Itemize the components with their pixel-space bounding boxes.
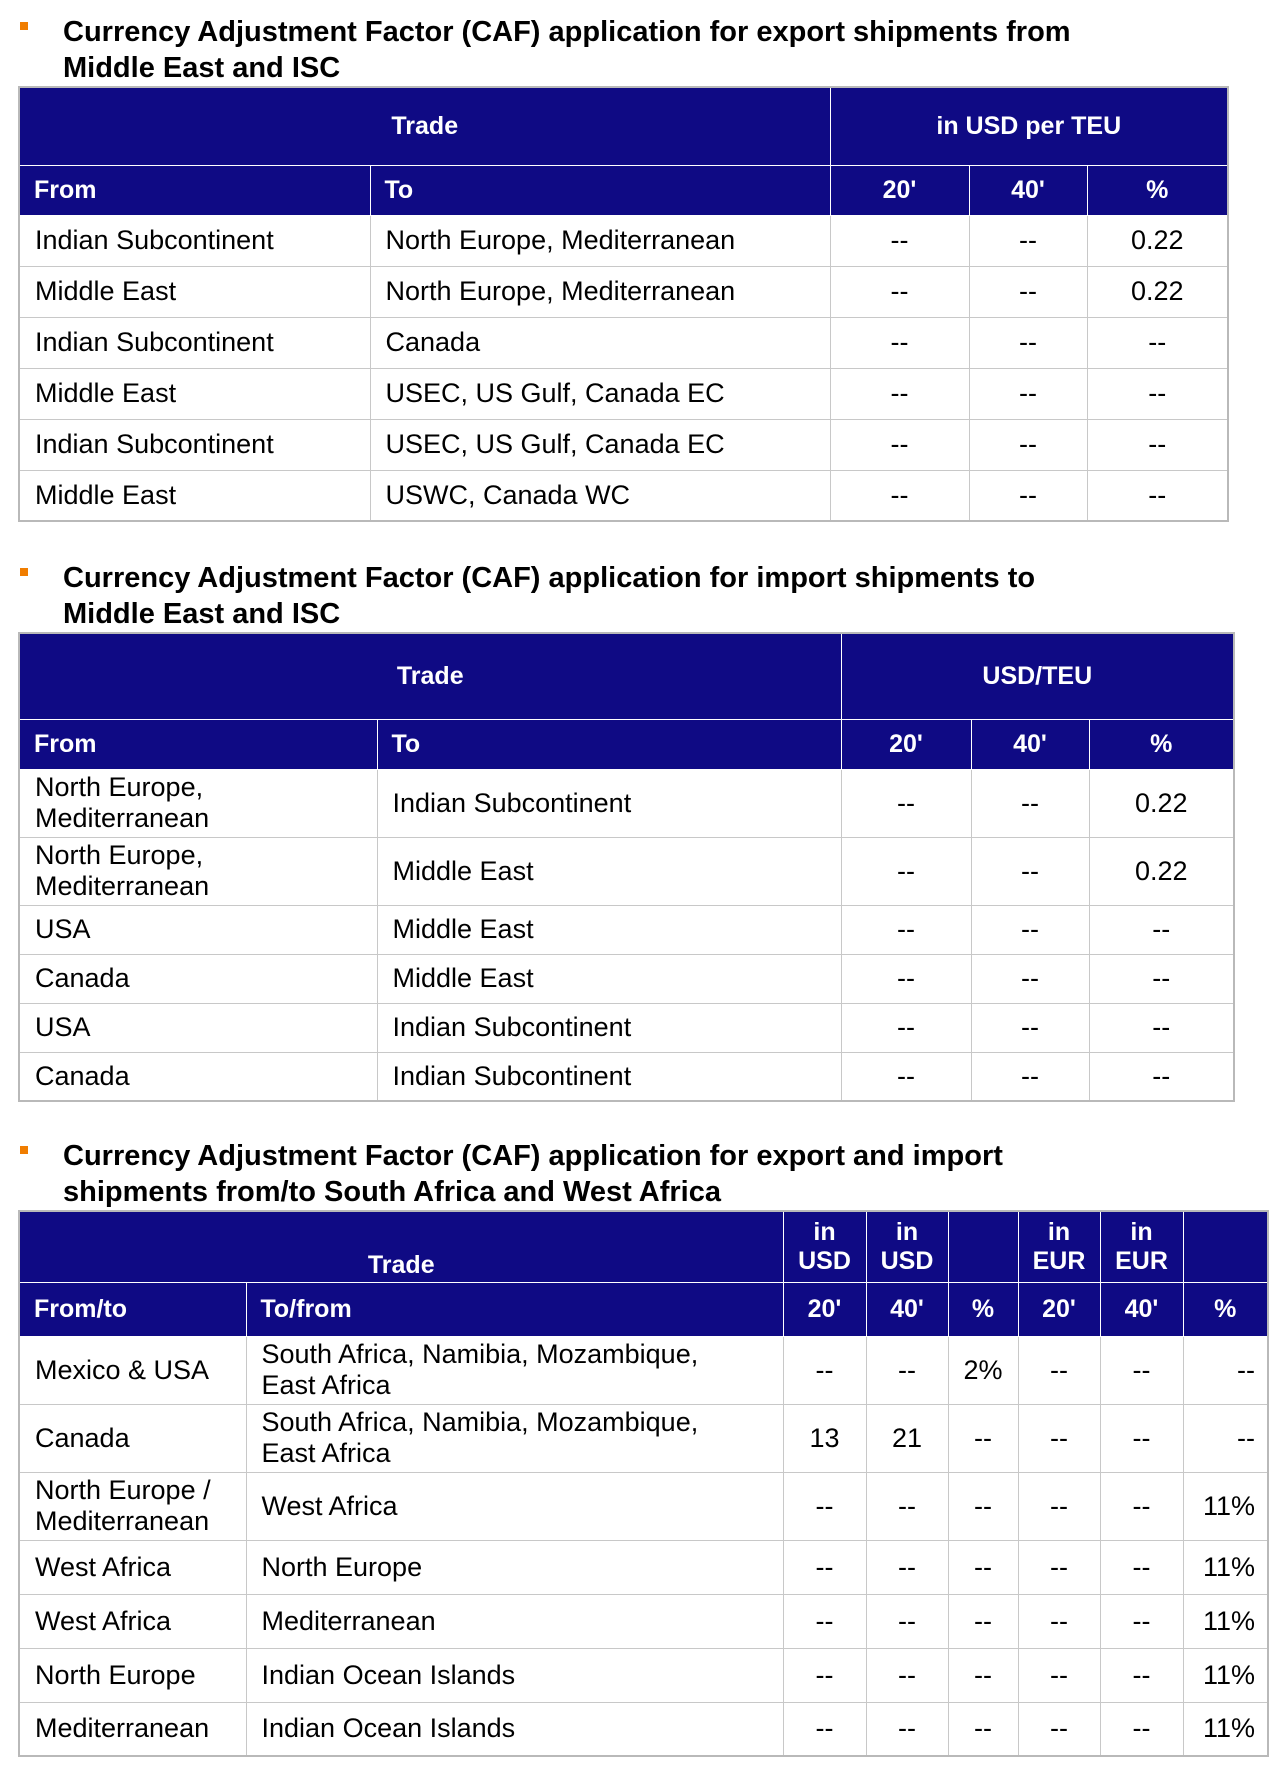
table-cell xyxy=(19,1404,246,1472)
table-cell xyxy=(246,1540,783,1594)
table-cell xyxy=(246,1472,783,1540)
table-cell xyxy=(377,1052,841,1101)
cell-text: North Europe xyxy=(35,1659,196,1690)
cell-text: South Africa, Namibia, Mozambique, East Africa xyxy=(261,1407,699,1468)
table-cell xyxy=(246,1648,783,1702)
cell-text: -- xyxy=(890,225,909,255)
col-header-20: 20' xyxy=(830,165,969,215)
table-row xyxy=(19,1052,1234,1101)
cell-text: -- xyxy=(1148,378,1167,408)
group-header-eur-20: in EUR xyxy=(1018,1211,1100,1282)
cell-text: Middle East xyxy=(35,378,177,408)
table-cell xyxy=(969,266,1087,317)
table-cell xyxy=(246,1404,783,1472)
cell-text: USEC, US Gulf, Canada EC xyxy=(385,429,725,459)
group-header-usd-20: in USD xyxy=(783,1211,866,1282)
table-cell xyxy=(866,1472,948,1540)
cell-text: -- xyxy=(1237,1422,1256,1453)
cell-text: -- xyxy=(1019,225,1037,255)
cell-text: -- xyxy=(1152,1012,1171,1042)
cell-text: -- xyxy=(1021,1060,1039,1091)
cell-text: -- xyxy=(974,1659,992,1690)
cell-text: -- xyxy=(1050,1354,1068,1385)
col-header-usd-40: 40' xyxy=(866,1282,948,1336)
table-cell xyxy=(246,1336,783,1404)
col-header-to: To xyxy=(370,165,830,215)
col-header-to: To xyxy=(377,719,841,769)
table-cell xyxy=(783,1648,866,1702)
col-header-from-to: From/to xyxy=(19,1282,246,1336)
section-2-title: Currency Adjustment Factor (CAF) application for import shipments to Middle East and ISC xyxy=(63,562,1036,630)
table-cell xyxy=(1100,1472,1183,1540)
table-cell xyxy=(866,1540,948,1594)
table-cell xyxy=(866,1702,948,1756)
col-header-usd-20: 20' xyxy=(783,1282,866,1336)
table-cell xyxy=(377,905,841,954)
cell-text: -- xyxy=(974,1605,992,1636)
cell-text: -- xyxy=(815,1605,834,1636)
cell-text: North Europe xyxy=(261,1551,423,1582)
table-row xyxy=(19,1003,1234,1052)
table-cell xyxy=(1018,1594,1100,1648)
table-cell xyxy=(948,1336,1018,1404)
table-cell xyxy=(1100,1648,1183,1702)
table-cell xyxy=(370,470,830,521)
table-cell xyxy=(19,905,377,954)
cell-text: North Europe, Mediterranean xyxy=(385,225,736,255)
table-cell xyxy=(1087,215,1228,266)
cell-text: Middle East xyxy=(392,855,534,886)
bullet-icon xyxy=(20,568,28,576)
table-cell xyxy=(1087,368,1228,419)
cell-text: Indian Ocean Islands xyxy=(261,1713,516,1744)
group-header-percent-eur xyxy=(1183,1211,1268,1282)
table-cell xyxy=(866,1648,948,1702)
table-cell xyxy=(19,1052,377,1101)
cell-text: -- xyxy=(974,1490,992,1521)
cell-text: -- xyxy=(1152,914,1171,944)
bullet-icon xyxy=(20,1146,28,1154)
table-cell xyxy=(1183,1594,1268,1648)
cell-text: North Europe / Mediterranean xyxy=(35,1475,211,1536)
cell-text: -- xyxy=(890,378,909,408)
cell-text: West Africa xyxy=(35,1605,172,1636)
cell-text: 13 xyxy=(809,1422,840,1453)
table-cell xyxy=(948,1648,1018,1702)
cell-text: -- xyxy=(897,1060,915,1091)
cell-text: -- xyxy=(1021,787,1039,818)
bullet-icon xyxy=(20,22,28,30)
africa-caf-table xyxy=(18,1210,1269,1757)
cell-text: -- xyxy=(1050,1659,1068,1690)
group-header-trade: Trade xyxy=(19,87,830,165)
cell-text: -- xyxy=(1132,1490,1151,1521)
table-cell xyxy=(866,1404,948,1472)
col-header-eur-20: 20' xyxy=(1018,1282,1100,1336)
cell-text: -- xyxy=(1019,327,1037,357)
cell-text: Indian Subcontinent xyxy=(35,225,274,255)
group-header-trade: Trade xyxy=(19,1211,783,1282)
col-header-eur-percent: % xyxy=(1183,1282,1268,1336)
cell-text: -- xyxy=(897,963,915,993)
import-caf-table xyxy=(18,632,1235,1102)
table-row xyxy=(19,215,1228,266)
cell-text: -- xyxy=(815,1713,834,1744)
table-cell xyxy=(19,1336,246,1404)
table-cell xyxy=(19,368,370,419)
table-cell xyxy=(783,1336,866,1404)
cell-text: 11% xyxy=(1202,1551,1256,1582)
table-cell xyxy=(1183,1702,1268,1756)
table-cell xyxy=(19,1003,377,1052)
cell-text: -- xyxy=(890,429,909,459)
cell-text: -- xyxy=(1021,855,1039,886)
cell-text: North Europe, Mediterranean xyxy=(385,276,736,306)
table-cell xyxy=(841,905,971,954)
cell-text: -- xyxy=(1021,963,1039,993)
table-cell xyxy=(1089,769,1234,837)
cell-text: North Europe, Mediterranean xyxy=(35,772,210,833)
table-cell xyxy=(19,837,377,905)
group-header-usd-40: in USD xyxy=(866,1211,948,1282)
cell-text: -- xyxy=(890,327,909,357)
cell-text: -- xyxy=(897,914,915,944)
section-3-title: Currency Adjustment Factor (CAF) application for export and import shipments from/to South Africa and West Africa xyxy=(63,1140,1003,1208)
table-cell xyxy=(948,1472,1018,1540)
table-cell xyxy=(1018,1404,1100,1472)
cell-text: -- xyxy=(1148,429,1167,459)
table-cell xyxy=(370,419,830,470)
table-cell xyxy=(370,317,830,368)
table-cell xyxy=(971,837,1089,905)
table-cell xyxy=(19,954,377,1003)
cell-text: 11% xyxy=(1202,1659,1256,1690)
table-cell xyxy=(19,215,370,266)
table-cell xyxy=(783,1594,866,1648)
table-cell xyxy=(830,266,969,317)
cell-text: -- xyxy=(890,276,909,306)
table-row xyxy=(19,470,1228,521)
cell-text: USA xyxy=(35,1012,91,1042)
table-row xyxy=(19,1472,1268,1540)
cell-text: -- xyxy=(1050,1605,1068,1636)
table-cell xyxy=(19,1594,246,1648)
cell-text: -- xyxy=(1132,1551,1151,1582)
table-cell xyxy=(969,368,1087,419)
col-header-percent: % xyxy=(1087,165,1228,215)
group-header-eur-40: in EUR xyxy=(1100,1211,1183,1282)
cell-text: -- xyxy=(815,1354,834,1385)
table-cell xyxy=(830,470,969,521)
cell-text: -- xyxy=(1050,1551,1068,1582)
table-cell xyxy=(971,769,1089,837)
table-cell xyxy=(19,1540,246,1594)
table-row xyxy=(19,837,1234,905)
cell-text: Middle East xyxy=(392,963,534,993)
table-row xyxy=(19,419,1228,470)
import-caf-rows xyxy=(19,769,1234,1101)
table-cell xyxy=(1100,1702,1183,1756)
table-row xyxy=(19,266,1228,317)
cell-text: -- xyxy=(1021,1012,1039,1042)
table-cell xyxy=(19,317,370,368)
table-cell xyxy=(1087,470,1228,521)
col-header-usd-percent: % xyxy=(948,1282,1018,1336)
cell-text: 0.22 xyxy=(1130,276,1184,306)
cell-text: -- xyxy=(898,1551,916,1582)
cell-text: -- xyxy=(1132,1659,1151,1690)
table-cell xyxy=(1018,1702,1100,1756)
table-cell xyxy=(783,1404,866,1472)
table-cell xyxy=(948,1404,1018,1472)
table-cell xyxy=(1018,1336,1100,1404)
table-cell xyxy=(783,1702,866,1756)
cell-text: -- xyxy=(974,1422,992,1453)
table-cell xyxy=(1183,1648,1268,1702)
table-cell xyxy=(783,1472,866,1540)
cell-text: -- xyxy=(1019,429,1037,459)
table-cell xyxy=(971,1003,1089,1052)
table-cell xyxy=(1100,1594,1183,1648)
table-cell xyxy=(1089,905,1234,954)
cell-text: -- xyxy=(1148,327,1167,357)
table-cell xyxy=(370,215,830,266)
cell-text: -- xyxy=(1132,1713,1151,1744)
table-cell xyxy=(830,368,969,419)
table-cell xyxy=(1183,1336,1268,1404)
cell-text: -- xyxy=(1152,1060,1171,1091)
col-header-percent: % xyxy=(1089,719,1234,769)
cell-text: 0.22 xyxy=(1134,855,1188,886)
table-cell xyxy=(1100,1540,1183,1594)
cell-text: 11% xyxy=(1202,1713,1256,1744)
col-header-20: 20' xyxy=(841,719,971,769)
cell-text: -- xyxy=(898,1490,916,1521)
table-cell xyxy=(19,1702,246,1756)
africa-caf-rows xyxy=(19,1336,1268,1756)
table-row xyxy=(19,769,1234,837)
cell-text: South Africa, Namibia, Mozambique, East Africa xyxy=(261,1339,699,1400)
cell-text: -- xyxy=(815,1551,834,1582)
table-cell xyxy=(1089,954,1234,1003)
table-cell xyxy=(19,419,370,470)
table-cell xyxy=(1087,419,1228,470)
table-cell xyxy=(971,1052,1089,1101)
table-cell xyxy=(948,1540,1018,1594)
cell-text: -- xyxy=(898,1605,916,1636)
cell-text: -- xyxy=(1019,479,1037,510)
cell-text: USEC, US Gulf, Canada EC xyxy=(385,378,725,408)
cell-text: Indian Subcontinent xyxy=(35,327,274,357)
table-cell xyxy=(1183,1472,1268,1540)
table-cell xyxy=(377,1003,841,1052)
table-cell xyxy=(370,266,830,317)
cell-text: -- xyxy=(898,1713,916,1744)
cell-text: -- xyxy=(974,1713,992,1744)
table-cell xyxy=(377,954,841,1003)
table-row xyxy=(19,1404,1268,1472)
cell-text: -- xyxy=(1237,1354,1256,1385)
table-row xyxy=(19,954,1234,1003)
table-cell xyxy=(1018,1472,1100,1540)
table-cell xyxy=(841,769,971,837)
table-cell xyxy=(1089,837,1234,905)
table-cell xyxy=(971,954,1089,1003)
table-cell xyxy=(1087,317,1228,368)
table-cell xyxy=(866,1594,948,1648)
table-cell xyxy=(377,769,841,837)
table-cell xyxy=(841,954,971,1003)
cell-text: Mexico & USA xyxy=(35,1354,210,1385)
cell-text: 0.22 xyxy=(1130,225,1184,255)
cell-text: Mediterranean xyxy=(261,1605,436,1636)
cell-text: -- xyxy=(897,855,915,886)
cell-text: Indian Ocean Islands xyxy=(261,1659,516,1690)
col-header-to-from: To/from xyxy=(246,1282,783,1336)
group-header-percent-usd xyxy=(948,1211,1018,1282)
table-row xyxy=(19,905,1234,954)
cell-text: Middle East xyxy=(35,276,177,306)
table-cell xyxy=(1089,1003,1234,1052)
cell-text: -- xyxy=(1132,1605,1151,1636)
cell-text: -- xyxy=(1152,963,1171,993)
col-header-from: From xyxy=(19,165,370,215)
table-row xyxy=(19,317,1228,368)
cell-text: Mediterranean xyxy=(35,1713,210,1744)
group-header-trade: Trade xyxy=(19,633,841,719)
cell-text: -- xyxy=(1050,1713,1068,1744)
cell-text: West Africa xyxy=(35,1551,172,1582)
table-cell xyxy=(841,1003,971,1052)
table-cell xyxy=(830,317,969,368)
table-cell xyxy=(246,1594,783,1648)
table-cell xyxy=(969,317,1087,368)
group-header-rate: USD/TEU xyxy=(841,633,1234,719)
table-cell xyxy=(841,837,971,905)
table-cell xyxy=(246,1702,783,1756)
cell-text: -- xyxy=(1021,914,1039,944)
table-cell xyxy=(971,905,1089,954)
cell-text: Indian Subcontinent xyxy=(35,429,274,459)
table-cell xyxy=(1100,1404,1183,1472)
table-row xyxy=(19,1702,1268,1756)
cell-text: Indian Subcontinent xyxy=(392,1060,632,1091)
cell-text: -- xyxy=(1132,1422,1151,1453)
cell-text: -- xyxy=(1019,378,1037,408)
table-cell xyxy=(19,1648,246,1702)
table-row xyxy=(19,368,1228,419)
table-cell xyxy=(948,1702,1018,1756)
cell-text: 0.22 xyxy=(1134,787,1188,818)
cell-text: -- xyxy=(898,1354,916,1385)
cell-text: -- xyxy=(1050,1422,1068,1453)
table-cell xyxy=(1183,1404,1268,1472)
cell-text: Canada xyxy=(385,327,481,357)
export-caf-rows xyxy=(19,215,1228,521)
table-cell xyxy=(948,1594,1018,1648)
cell-text: USA xyxy=(35,914,91,944)
cell-text: -- xyxy=(890,479,909,510)
table-cell xyxy=(1018,1540,1100,1594)
cell-text: USWC, Canada WC xyxy=(385,479,631,510)
cell-text: -- xyxy=(1050,1490,1068,1521)
table-cell xyxy=(19,266,370,317)
table-cell xyxy=(19,769,377,837)
cell-text: Canada xyxy=(35,1060,130,1091)
table-row xyxy=(19,1336,1268,1404)
cell-text: 2% xyxy=(963,1354,1003,1385)
cell-text: -- xyxy=(898,1659,916,1690)
table-cell xyxy=(1018,1648,1100,1702)
col-header-40: 40' xyxy=(971,719,1089,769)
cell-text: Middle East xyxy=(35,479,177,510)
cell-text: -- xyxy=(897,787,915,818)
cell-text: 11% xyxy=(1202,1490,1256,1521)
cell-text: North Europe, Mediterranean xyxy=(35,840,210,901)
table-row xyxy=(19,1648,1268,1702)
table-cell xyxy=(866,1336,948,1404)
cell-text: -- xyxy=(815,1490,834,1521)
table-row xyxy=(19,1594,1268,1648)
cell-text: Indian Subcontinent xyxy=(392,787,632,818)
cell-text: -- xyxy=(1132,1354,1151,1385)
cell-text: -- xyxy=(1019,276,1037,306)
table-cell xyxy=(841,1052,971,1101)
table-cell xyxy=(830,215,969,266)
cell-text: Middle East xyxy=(392,914,534,944)
table-cell xyxy=(19,1472,246,1540)
cell-text: 21 xyxy=(891,1422,923,1453)
col-header-eur-40: 40' xyxy=(1100,1282,1183,1336)
table-cell xyxy=(377,837,841,905)
cell-text: -- xyxy=(974,1551,992,1582)
table-cell xyxy=(370,368,830,419)
cell-text: -- xyxy=(1148,479,1167,510)
table-cell xyxy=(783,1540,866,1594)
table-cell xyxy=(830,419,969,470)
col-header-40: 40' xyxy=(969,165,1087,215)
table-cell xyxy=(1087,266,1228,317)
cell-text: -- xyxy=(897,1012,915,1042)
cell-text: Indian Subcontinent xyxy=(392,1012,632,1042)
cell-text: West Africa xyxy=(261,1490,398,1521)
table-cell xyxy=(969,419,1087,470)
group-header-rate: in USD per TEU xyxy=(830,87,1228,165)
table-cell xyxy=(969,470,1087,521)
table-cell xyxy=(969,215,1087,266)
cell-text: 11% xyxy=(1202,1605,1256,1636)
cell-text: -- xyxy=(815,1659,834,1690)
table-cell xyxy=(1100,1336,1183,1404)
cell-text: Canada xyxy=(35,1422,130,1453)
table-row xyxy=(19,1540,1268,1594)
table-cell xyxy=(19,470,370,521)
table-cell xyxy=(1089,1052,1234,1101)
table-cell xyxy=(1183,1540,1268,1594)
cell-text: Canada xyxy=(35,963,130,993)
section-1-title: Currency Adjustment Factor (CAF) application for export shipments from Middle East and ISC xyxy=(63,16,1071,84)
export-caf-table xyxy=(18,86,1229,522)
col-header-from: From xyxy=(19,719,377,769)
